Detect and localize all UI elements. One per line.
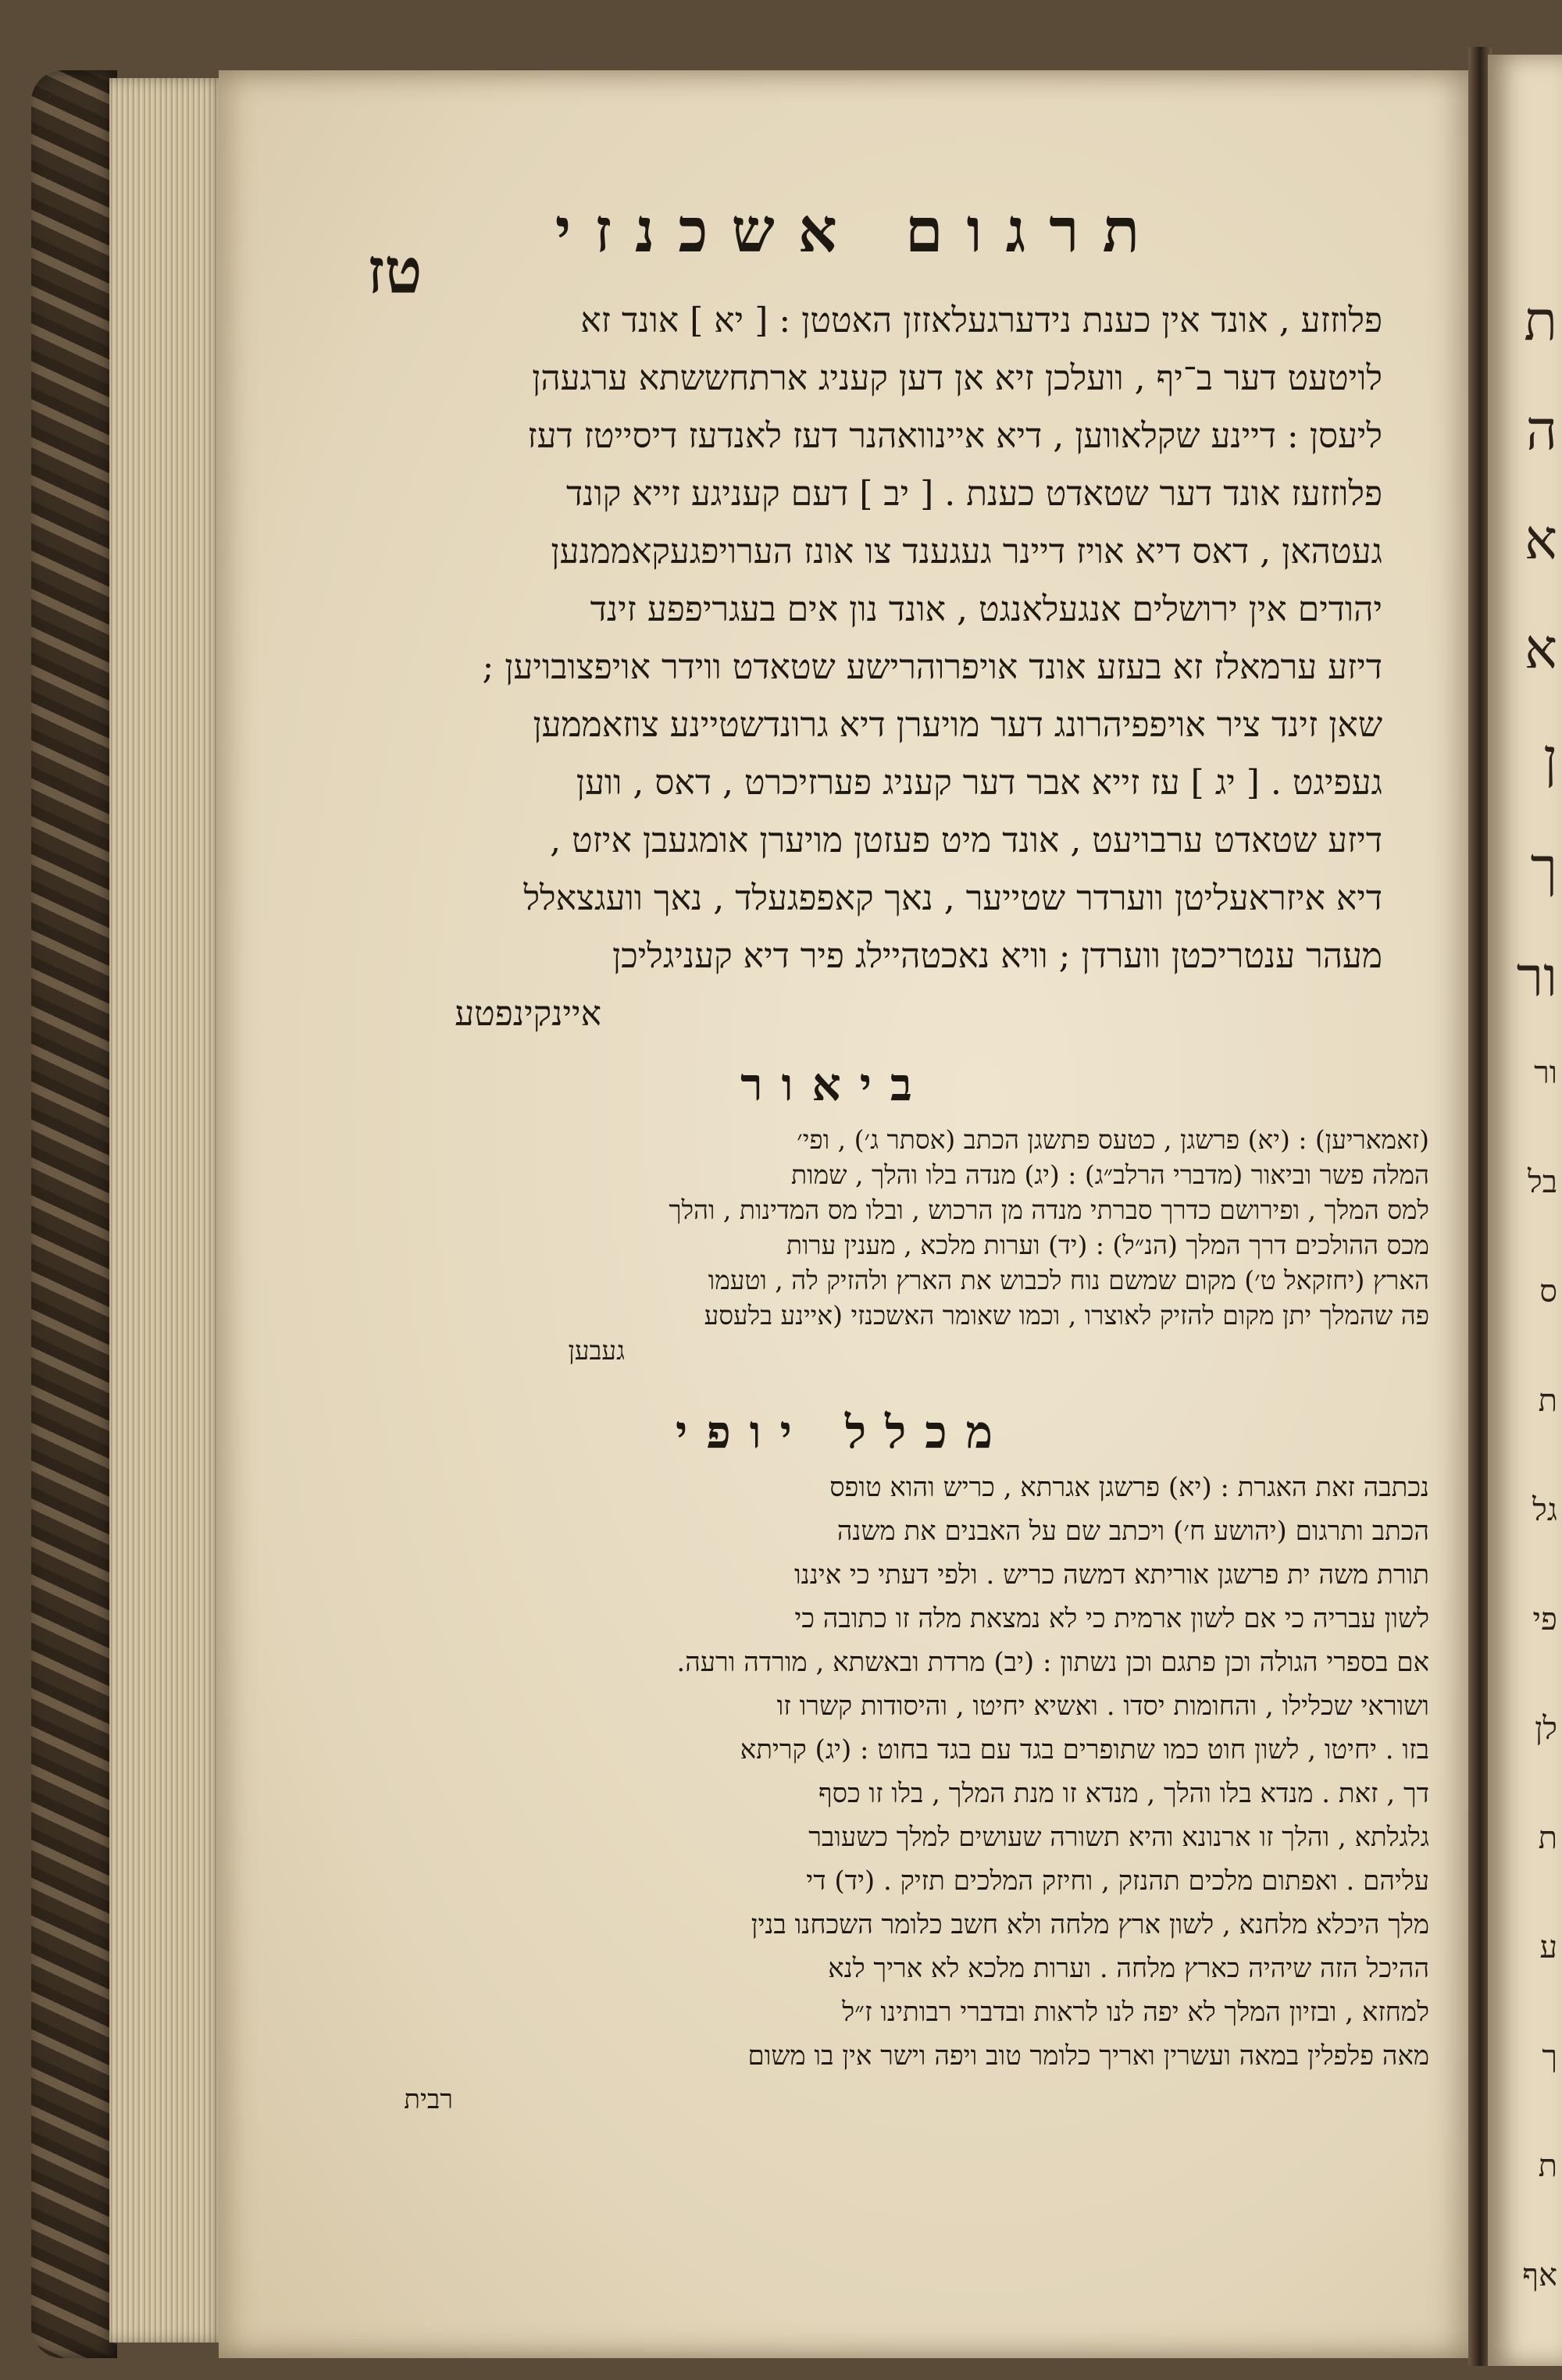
main-text-line: דיזע ערמאלז זא בעזע אונד אויפרוהרישע שטאדט ווידר אויפצובויען ; [482, 647, 1382, 687]
michlal-line: הכתב ותרגום (יהושע ח׳) ויכתב שם על האבנים את משנה [836, 1516, 1429, 1547]
michlal-line: דך , זאת . מנדא בלו והלך , מנדא זו מנת המלך , בלו זו כסף [818, 1778, 1429, 1809]
facing-page-glyph: ור [1516, 945, 1557, 1009]
facing-page-glyph: ן [1543, 726, 1557, 790]
main-text-line: פלוזזע , אונד אין כענת נידערגעלאזזן האטטן : [ יא ] אונד זא [580, 301, 1382, 340]
facing-page-glyph: פי [1532, 1602, 1557, 1637]
biur-line: מכס ההולכים דרך המלך (הנ״ל) : (יד) וערות מלכא , מענין ערות [786, 1230, 1429, 1260]
facing-page-glyph: ע [1539, 1929, 1557, 1965]
michlal-line: מאה פלפלין במאה ועשרין ואריך כלומר טוב ויפה וישר אין בו משום [747, 2040, 1429, 2072]
main-text-line: יהודים אין ירושלים אנגעלאנגט , אונד נון אים בעגריפפע זינד [590, 590, 1382, 629]
michlal-line: למחזא , ובזיון המלך לא יפה לנו לראות ובדברי רבותינו ז״ל [842, 1997, 1429, 2028]
main-text-line: שאן זינד ציר אויפפיהרונג דער מויערן דיא גרונדשטיינע צוזאממען [533, 705, 1382, 745]
michlal-line: רבית [404, 2084, 453, 2115]
main-text-line: דיא איזראעליטן ווערדר שטייער , נאך קאפפגעלד , נאך וועגצאלל [523, 878, 1382, 918]
michlal-yofi-heading: מכלל יופי [676, 1406, 1011, 1459]
facing-page-glyph: ה [1525, 398, 1557, 462]
facing-page-glyph: ס [1539, 1274, 1557, 1309]
biur-line: געבען [568, 1335, 625, 1366]
facing-page [1488, 55, 1562, 2366]
biur-line: פה שהמלך יתן מקום להזיק לאוצרו , וכמו שאומר האשכנזי (איינע בלעסע [704, 1300, 1429, 1331]
facing-page-glyph: ת [1524, 289, 1557, 353]
facing-page-glyph: ך [1542, 2039, 1557, 2075]
facing-page-glyph: בל [1528, 1164, 1557, 1200]
facing-page-glyph: אף [1522, 2257, 1557, 2293]
main-text-line: געטהאן , דאס דיא אויז דיינר געגענד צו אונז הערויפגעקאממנען [551, 532, 1382, 572]
michlal-line: עליהם . ואפתום מלכים תהנזק , וחיזק המלכים תזיק . (יד) די [806, 1865, 1429, 1897]
biur-heading: ביאור [740, 1058, 931, 1111]
main-text-line: לויטעט דער ב־יף , וועלכן זיא אן דען קעניג ארתחששתא ערגעהן [532, 358, 1382, 398]
facing-page-glyph: ך [1530, 835, 1557, 900]
facing-page-glyph: ת [1538, 1820, 1557, 1856]
main-text-line: געפיגט . [ יג ] עז זייא אבר דער קעניג פערזיכרט , דאס , ווען [576, 763, 1382, 803]
facing-page-glyph: לן [1535, 1711, 1557, 1747]
main-text-line: ליעסן : דיינע שקלאווען , דיא איינוואהנר דעז לאנדעז דיסייטז דעז [527, 416, 1382, 456]
main-text-line: דיזע שטאדט ערבויעט , אונד מיט פעזטן מויערן אומגעבן איזט , [550, 821, 1382, 860]
michlal-line: מלך היכלא מלחנא , לשון ארץ מלחה ולא חשב כלומר השכחנו בנין [751, 1909, 1429, 1940]
michlal-line: נכתבה זאת האגרת : (יא) פרשגן אגרתא , כריש והוא טופס [829, 1472, 1429, 1503]
main-text-line: מעהר ענטריכטן ווערדן ; וויא נאכטהיילג פיר דיא קעניגליכן [612, 936, 1382, 976]
facing-page-glyph: ת [1538, 2148, 1557, 2184]
biur-line: הארץ (יחזקאל ט׳) מקום שמשם נוח לכבוש את הארץ ולהזיק לה , וטעמו [708, 1265, 1429, 1295]
page-header-title: תרגום אשכנזי [555, 195, 1164, 266]
facing-page-glyph: ור [1534, 1055, 1557, 1091]
biur-line: המלה פשר וביאור (מדברי הרלב״ג) : (יג) מנדה בלו והלך , שמות [791, 1160, 1429, 1190]
michlal-line: בזו . יחיטו , לשון חוט כמו שתופרים בגד עם בגד בחוט : (יג) קריתא [740, 1734, 1429, 1765]
michlal-line: תורת משה ית פרשגן אוריתא דמשה כריש . ולפי דעתי כי איננו [793, 1559, 1429, 1591]
facing-page-glyph: א [1524, 508, 1557, 572]
michlal-line: אם בספרי הגולה וכן פתגם וכן נשתון : (יב) מרדת ובאשתא , מורדה ורעה. [676, 1647, 1429, 1678]
facing-page-glyph: גל [1532, 1492, 1557, 1528]
page-number: טז [367, 234, 423, 308]
main-text-line: איינקינפטע [455, 994, 601, 1034]
facing-page-glyph: א [1524, 617, 1557, 681]
book-binding [31, 70, 117, 2358]
biur-line: למס המלך , ופירושם כדרך סברתי מנדה מן הרכוש , ובלו מס המדינות , והלך [669, 1195, 1429, 1225]
michlal-line: ושוראי שכלילו , והחומות יסדו . ואשיא יחיטו , והיסודות קשרו זו [776, 1691, 1429, 1722]
main-text-line: פלוזזעז אונד דער שטאדט כענת . [ יב ] דעם קעניגע זייא קונד [566, 474, 1382, 514]
michlal-line: לשון עבריה כי אם לשון ארמית כי לא נמצאת מלה זו כתובה כי [794, 1603, 1429, 1634]
biur-line: (זאמאריען) : (יא) פרשגן , כטעס פתשגן הכתב (אסתר ג׳) , ופי׳ [797, 1124, 1429, 1155]
page-edges [109, 78, 226, 2343]
facing-page-glyph: ת [1538, 1383, 1557, 1419]
michlal-line: גלגלתא , והלך זו ארנונא והיא תשורה שעושים למלך כשעובר [808, 1822, 1429, 1853]
michlal-line: ההיכל הזה שיהיה כארץ מלחה . וערות מלכא לא אריך לנא [828, 1953, 1429, 1984]
